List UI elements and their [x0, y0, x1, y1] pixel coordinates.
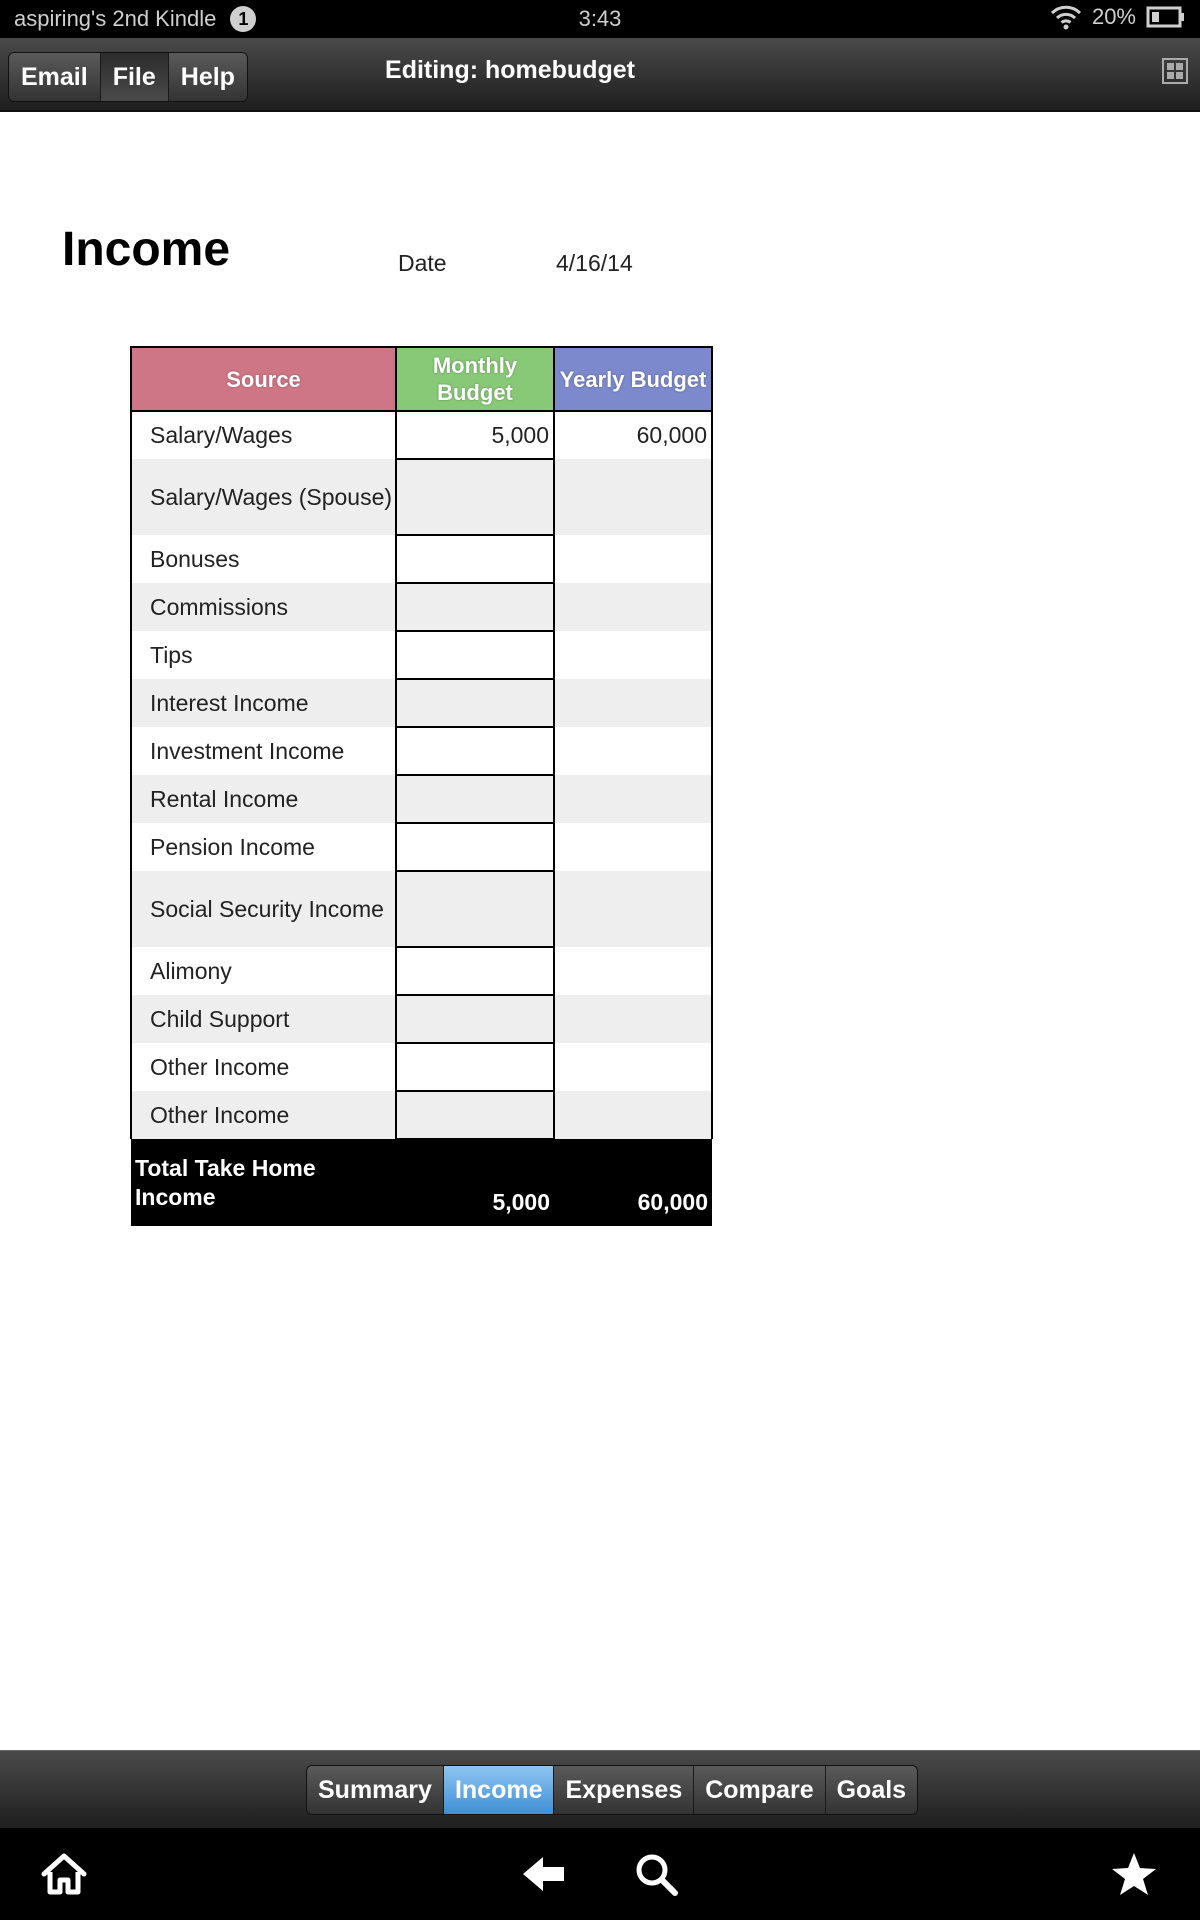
yearly-cell[interactable] [554, 583, 712, 631]
yearly-cell[interactable]: 60,000 [554, 411, 712, 459]
source-cell[interactable]: Rental Income [131, 775, 396, 823]
notification-badge[interactable]: 1 [230, 6, 256, 32]
table-row [131, 727, 712, 775]
source-column-header: Source [131, 347, 396, 411]
yearly-cell[interactable] [554, 995, 712, 1043]
clock: 3:43 [578, 6, 622, 31]
yearly-cell[interactable] [554, 631, 712, 679]
total-monthly: 5,000 [396, 1139, 554, 1226]
table-row [131, 823, 712, 871]
page-title: Income [62, 223, 231, 276]
table-row [131, 679, 712, 727]
sheet-tabs [306, 1765, 918, 1815]
tab-compare[interactable]: Compare [694, 1766, 825, 1814]
table-row [131, 995, 712, 1043]
search-icon[interactable] [632, 1850, 680, 1898]
source-cell[interactable]: Social Security Income [131, 871, 396, 947]
source-cell[interactable]: Investment Income [131, 727, 396, 775]
tab-summary[interactable]: Summary [307, 1766, 444, 1814]
table-row [131, 631, 712, 679]
document-title: Editing: homebudget [385, 56, 635, 84]
monthly-cell[interactable] [396, 679, 554, 727]
monthly-cell[interactable] [396, 995, 554, 1043]
total-row [131, 1139, 712, 1226]
sheet-tab-bar [0, 1750, 1200, 1829]
source-cell[interactable]: Pension Income [131, 823, 396, 871]
monthly-cell[interactable]: 5,000 [396, 411, 554, 459]
monthly-cell[interactable] [396, 727, 554, 775]
tab-expenses[interactable]: Expenses [554, 1766, 694, 1814]
table-header-row [131, 347, 712, 411]
help-button[interactable]: Help [169, 53, 247, 101]
monthly-cell[interactable] [396, 631, 554, 679]
table-row [131, 1091, 712, 1139]
yearly-cell[interactable] [554, 947, 712, 995]
yearly-budget-column-header: Yearly Budget [554, 347, 712, 411]
source-cell[interactable]: Salary/Wages [131, 411, 396, 459]
total-yearly: 60,000 [554, 1139, 712, 1226]
yearly-cell[interactable] [554, 535, 712, 583]
income-table [130, 346, 713, 1226]
monthly-cell[interactable] [396, 775, 554, 823]
tab-income[interactable]: Income [444, 1766, 555, 1814]
date-label: Date [398, 250, 447, 276]
monthly-cell[interactable] [396, 535, 554, 583]
source-cell[interactable]: Other Income [131, 1043, 396, 1091]
wifi-icon [1050, 4, 1082, 30]
yearly-cell[interactable] [554, 823, 712, 871]
file-button[interactable]: File [101, 53, 169, 101]
source-cell[interactable]: Bonuses [131, 535, 396, 583]
monthly-cell[interactable] [396, 1043, 554, 1091]
email-button[interactable]: Email [9, 53, 101, 101]
table-row [131, 583, 712, 631]
tab-goals[interactable]: Goals [826, 1766, 917, 1814]
battery-percent: 20% [1091, 4, 1136, 29]
status-indicators [1050, 4, 1186, 30]
date-value[interactable]: 4/16/14 [556, 250, 633, 276]
monthly-cell[interactable] [396, 823, 554, 871]
yearly-cell[interactable] [554, 775, 712, 823]
app-toolbar [0, 38, 1200, 112]
yearly-cell[interactable] [554, 871, 712, 947]
source-cell[interactable]: Other Income [131, 1091, 396, 1139]
yearly-cell[interactable] [554, 1091, 712, 1139]
yearly-cell[interactable] [554, 679, 712, 727]
table-row [131, 535, 712, 583]
yearly-cell[interactable] [554, 459, 712, 535]
yearly-cell[interactable] [554, 727, 712, 775]
table-row [131, 1043, 712, 1091]
status-bar [0, 0, 1200, 38]
table-row [131, 411, 712, 459]
back-icon[interactable] [520, 1850, 568, 1898]
monthly-budget-column-header: Monthly Budget [396, 347, 554, 411]
total-label: Total Take Home Income [131, 1139, 396, 1226]
battery-icon [1146, 5, 1186, 29]
table-row [131, 775, 712, 823]
source-cell[interactable]: Child Support [131, 995, 396, 1043]
favorites-icon[interactable] [1110, 1850, 1158, 1898]
source-cell[interactable]: Salary/Wages (Spouse) [131, 459, 396, 535]
table-row [131, 459, 712, 535]
source-cell[interactable]: Commissions [131, 583, 396, 631]
monthly-cell[interactable] [396, 459, 554, 535]
source-cell[interactable]: Tips [131, 631, 396, 679]
toolbar-menu [8, 52, 248, 102]
source-cell[interactable]: Alimony [131, 947, 396, 995]
device-name: aspiring's 2nd Kindle [14, 6, 217, 31]
table-row [131, 871, 712, 947]
source-cell[interactable]: Interest Income [131, 679, 396, 727]
monthly-cell[interactable] [396, 871, 554, 947]
yearly-cell[interactable] [554, 1043, 712, 1091]
system-nav-bar [0, 1828, 1200, 1920]
grid-icon[interactable] [1162, 58, 1188, 84]
monthly-cell[interactable] [396, 947, 554, 995]
table-row [131, 947, 712, 995]
monthly-cell[interactable] [396, 1091, 554, 1139]
home-icon[interactable] [40, 1850, 88, 1898]
monthly-cell[interactable] [396, 583, 554, 631]
